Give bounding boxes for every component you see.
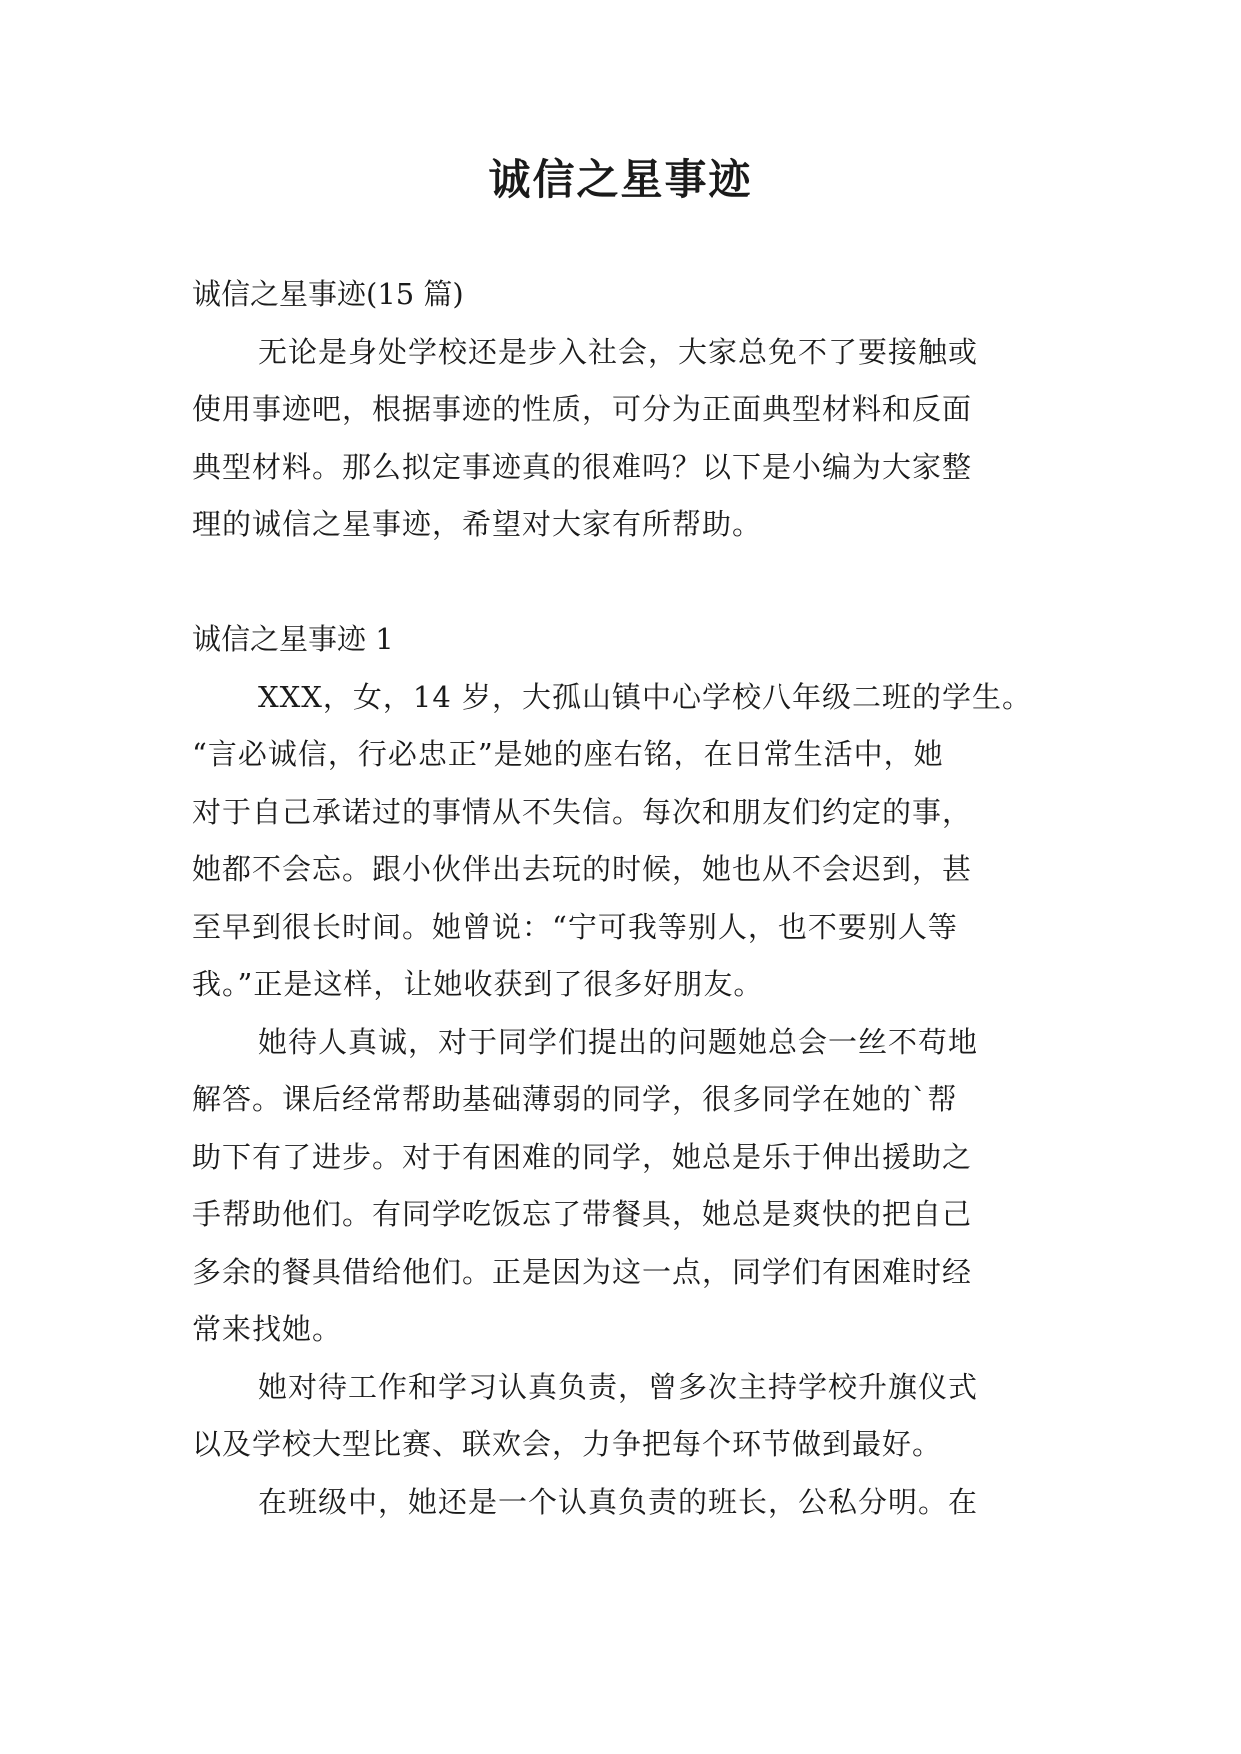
text-line: 使用事迹吧，根据事迹的性质，可分为正面典型材料和反面 — [192, 392, 973, 426]
text-line: 手帮助他们。有同学吃饭忘了带餐具，她总是爽快的把自己 — [192, 1197, 973, 1231]
text-line: 在班级中，她还是一个认真负责的班长，公私分明。在 — [258, 1484, 979, 1519]
text-line: 典型材料。那么拟定事迹真的很难吗？以下是小编为大家整 — [192, 449, 973, 484]
text-line: 无论是身处学校还是步入社会，大家总免不了要接触或 — [258, 334, 979, 369]
text-line: 我。”正是这样，让她收获到了很多好朋友。 — [192, 967, 764, 1001]
text-line: 以及学校大型比赛、联欢会，力争把每个环节做到最好。 — [192, 1427, 943, 1461]
text-line: 她都不会忘。跟小伙伴出去玩的时候，她也从不会迟到，甚 — [192, 852, 973, 886]
document-subtitle: 诚信之星事迹(15 篇) — [192, 277, 464, 311]
section-paragraph — [192, 1474, 1062, 1532]
section-paragraph — [192, 669, 1062, 1014]
text-line: 助下有了进步。对于有困难的同学，她总是乐于伸出援助之 — [192, 1139, 973, 1174]
intro-paragraph — [192, 324, 1062, 554]
text-line: 常来找她。 — [192, 1312, 343, 1346]
text-line: 多余的餐具借给他们。正是因为这一点，同学们有困难时经 — [192, 1254, 973, 1289]
text-line: 至早到很长时间。她曾说：“宁可我等别人，也不要别人等 — [192, 909, 958, 944]
document-body — [192, 266, 1062, 1531]
document-title: 诚信之星事迹 — [488, 155, 753, 204]
section-paragraph — [192, 1014, 1062, 1359]
text-line: XXX，女，14 岁，大孤山镇中心学校八年级二班的学生。 — [258, 679, 1033, 714]
section-heading: 诚信之星事迹 1 — [192, 622, 394, 656]
text-line: 对于自己承诺过的事情从不失信。每次和朋友们约定的事， — [192, 794, 973, 829]
paragraph-gap — [192, 554, 1062, 612]
text-line: 理的诚信之星事迹，希望对大家有所帮助。 — [192, 507, 763, 541]
text-line: “言必诚信，行必忠正”是她的座右铭，在日常生活中，她 — [192, 737, 944, 771]
text-line: 她对待工作和学习认真负责，曾多次主持学校升旗仪式 — [258, 1369, 979, 1404]
text-line: 解答。课后经常帮助基础薄弱的同学，很多同学在她的`帮 — [192, 1082, 958, 1116]
text-line: 她待人真诚，对于同学们提出的问题她总会一丝不苟地 — [258, 1024, 979, 1059]
section-paragraph — [192, 1359, 1062, 1474]
